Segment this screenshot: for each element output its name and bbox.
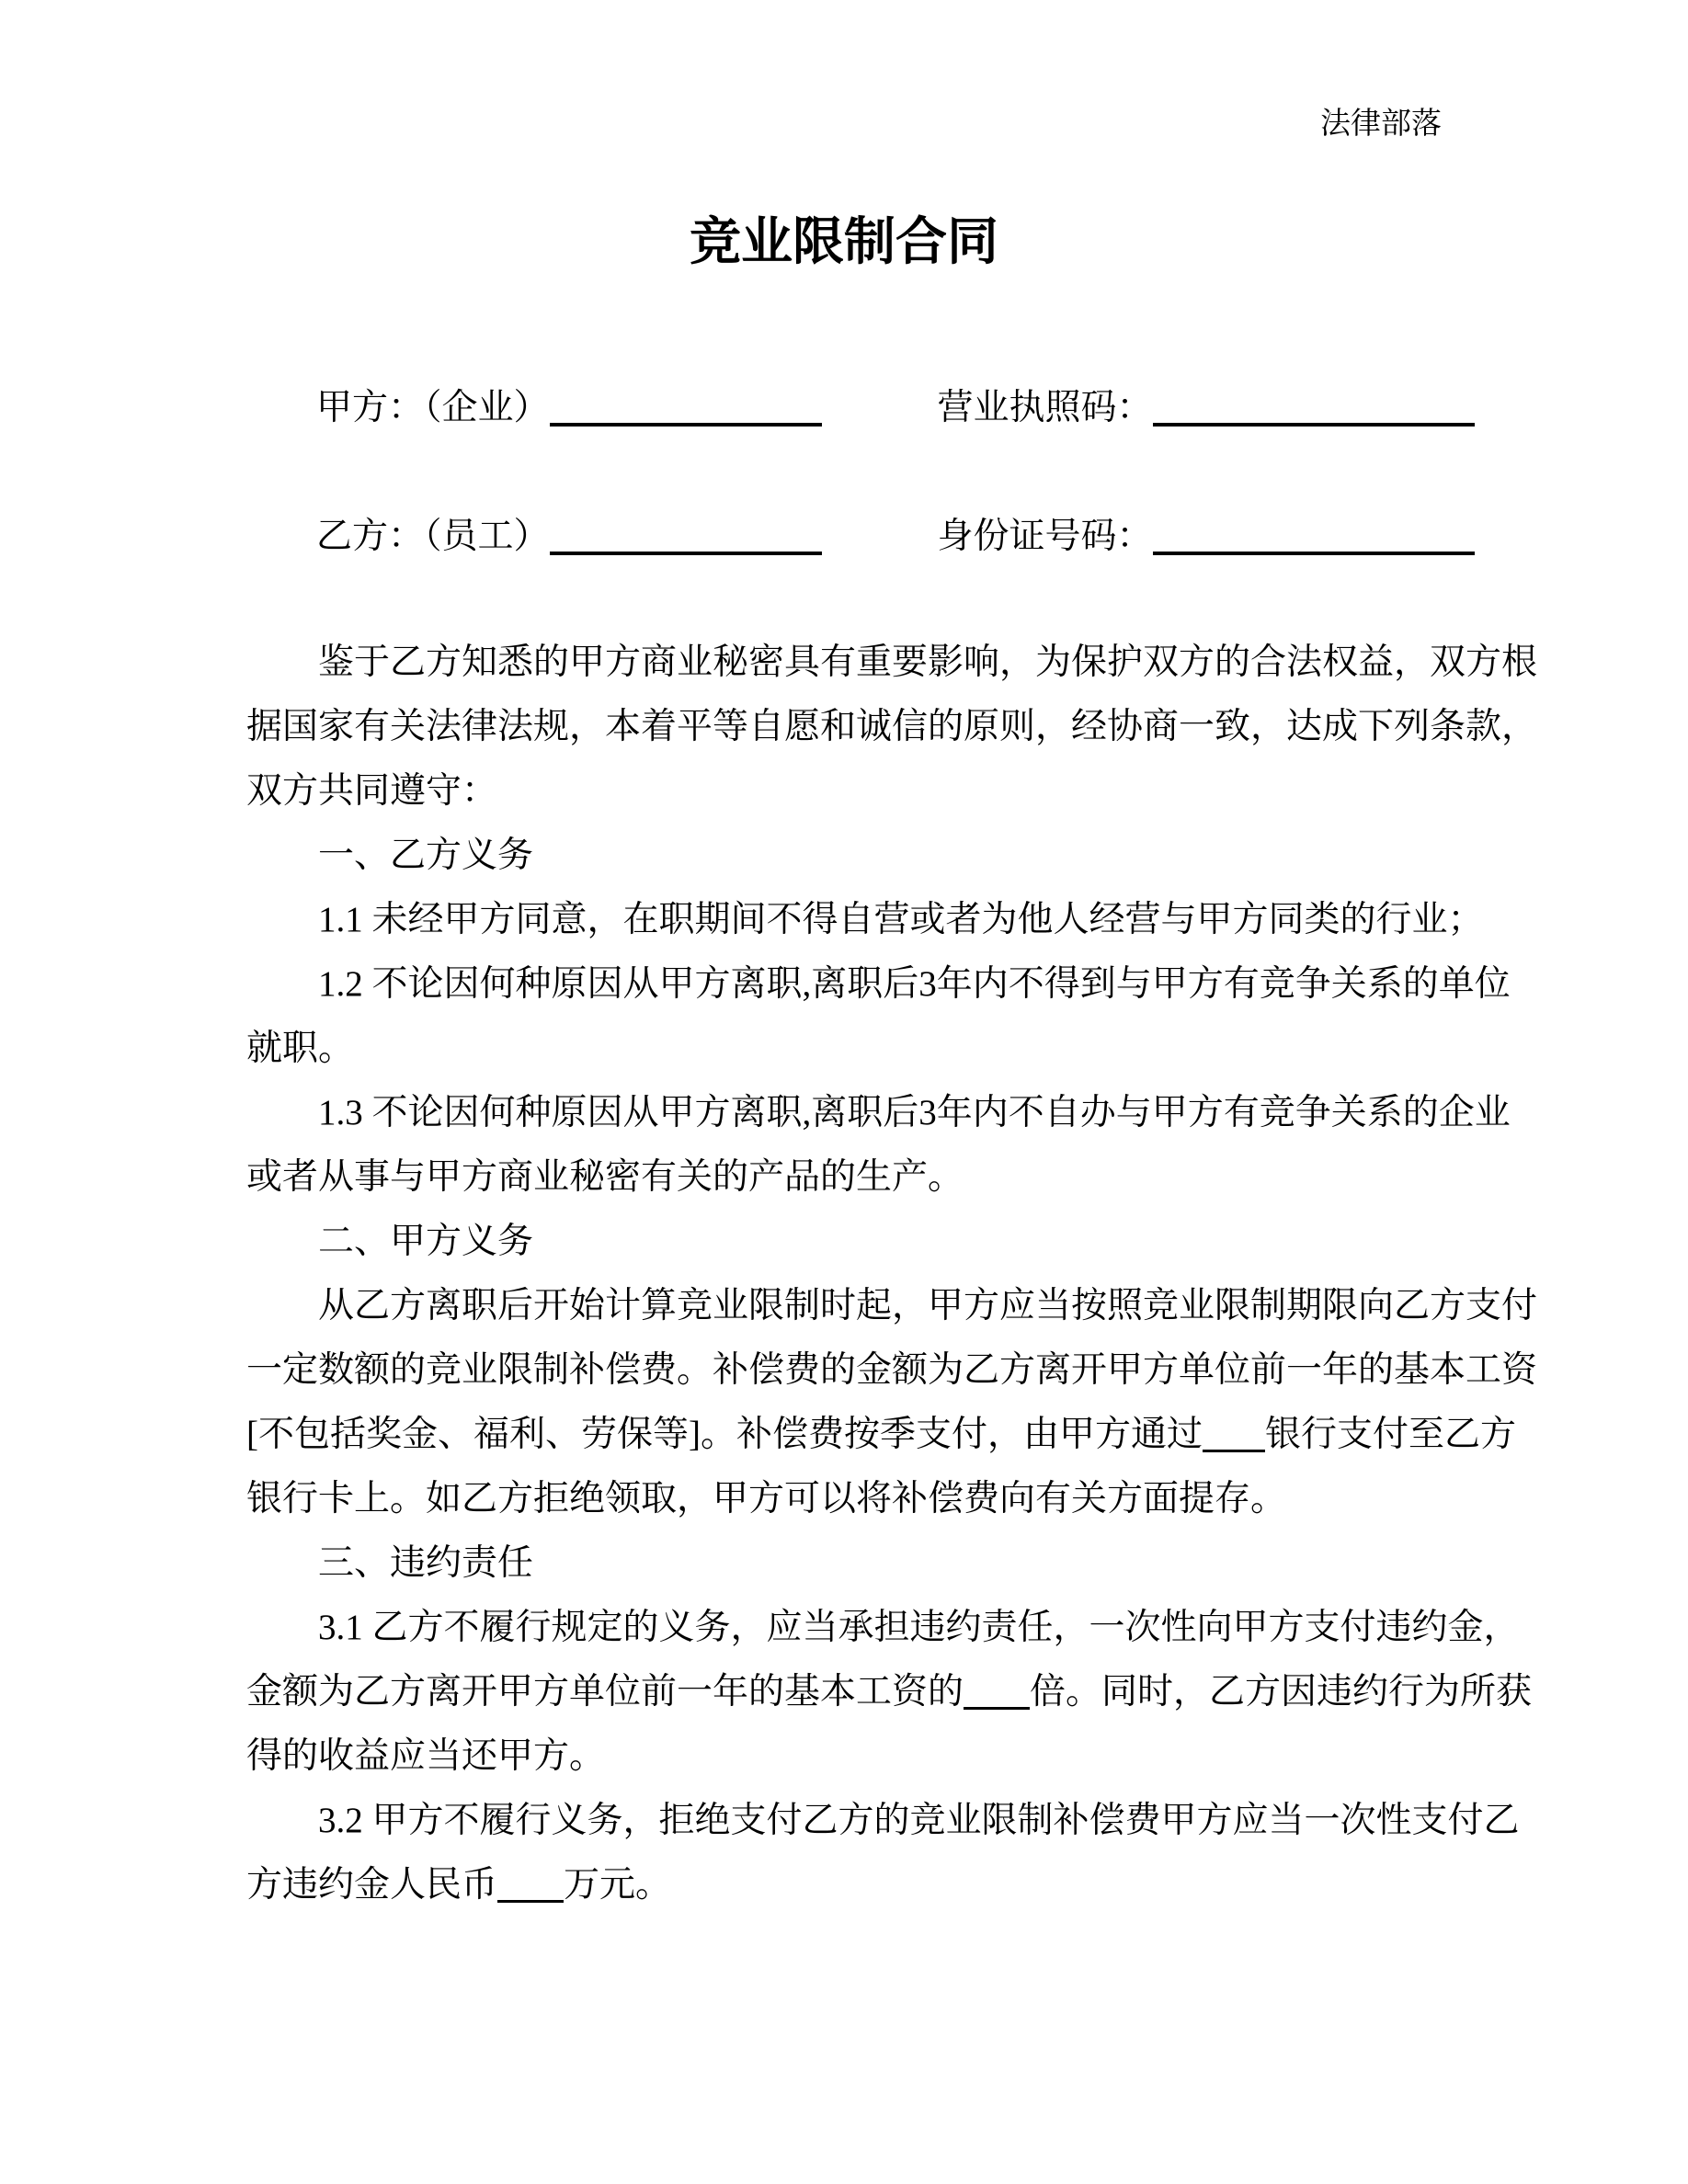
- contract-line: [246, 824, 1550, 888]
- contract-line: [246, 1210, 1550, 1274]
- contract-text: 1.1 未经甲方同意，在职期间不得自营或者为他人经营与甲方同类的行业；: [318, 900, 1484, 939]
- contract-line: [246, 1596, 1550, 1660]
- contract-body: [0, 631, 1688, 1917]
- watermark: 法律部落: [1320, 108, 1442, 141]
- id-number-blank: [1153, 547, 1475, 555]
- contract-line: [246, 695, 1550, 759]
- contract-text: 万元。: [564, 1865, 672, 1905]
- contract-line: [246, 1274, 1550, 1338]
- fill-in-blank: [497, 1896, 564, 1903]
- party-row-a: [316, 376, 1688, 440]
- contract-line: [246, 631, 1550, 695]
- fill-in-blank: [964, 1703, 1030, 1710]
- contract-line: [246, 1338, 1550, 1403]
- contract-line: [246, 888, 1550, 952]
- contract-text: 一定数额的竞业限制补偿费。补偿费的金额为乙方离开甲方单位前一年的基本工资: [246, 1350, 1538, 1390]
- contract-text: 金额为乙方离开甲方单位前一年的基本工资的: [246, 1672, 964, 1712]
- contract-text: [不包括奖金、福利、劳保等]。补偿费按季支付，由甲方通过: [246, 1415, 1203, 1454]
- contract-line: [246, 1660, 1550, 1724]
- party-b-label: 乙方：（员工）: [316, 517, 550, 556]
- contract-text: 据国家有关法律法规，本着平等自愿和诚信的原则，经协商一致，达成下列条款，: [246, 707, 1538, 746]
- party-info-section: [0, 376, 1688, 569]
- contract-line: [246, 1531, 1550, 1596]
- contract-line: [246, 952, 1550, 1017]
- contract-line: [246, 1017, 1550, 1081]
- contract-text: 银行卡上。如乙方拒绝领取，甲方可以将补偿费向有关方面提存。: [246, 1479, 1287, 1519]
- fill-in-blank: [1203, 1446, 1265, 1452]
- contract-text: 一、乙方义务: [318, 836, 534, 875]
- business-license-blank: [1153, 418, 1475, 427]
- contract-text: 得的收益应当还甲方。: [246, 1736, 606, 1776]
- party-row-b: [316, 505, 1688, 569]
- contract-text: 就职。: [246, 1029, 355, 1068]
- contract-text: 倍。同时，乙方因违约行为所获: [1030, 1672, 1533, 1712]
- contract-line: [246, 759, 1550, 824]
- contract-text: 从乙方离职后开始计算竞业限制时起，甲方应当按照竞业限制期限向乙方支付: [318, 1286, 1538, 1325]
- business-license-label: 营业执照码：: [937, 388, 1153, 427]
- contract-text: 二、甲方义务: [318, 1222, 534, 1261]
- contract-text: 1.2 不论因何种原因从甲方离职,离职后3年内不得到与甲方有竞争关系的单位: [318, 964, 1511, 1004]
- party-b-name-blank: [550, 547, 822, 555]
- contract-text: 鉴于乙方知悉的甲方商业秘密具有重要影响，为保护双方的合法权益，双方根: [318, 643, 1538, 682]
- contract-line: [246, 1789, 1550, 1853]
- party-a-label: 甲方：（企业）: [316, 388, 550, 427]
- contract-text: 三、违约责任: [318, 1543, 534, 1583]
- contract-text: 3.2 甲方不履行义务，拒绝支付乙方的竞业限制补偿费甲方应当一次性支付乙: [318, 1801, 1520, 1840]
- contract-line: [246, 1403, 1550, 1467]
- page-title: 竞业限制合同: [690, 214, 998, 271]
- contract-text: 双方共同遵守：: [246, 771, 498, 811]
- party-a-name-blank: [550, 418, 822, 427]
- contract-line: [246, 1467, 1550, 1531]
- contract-text: 1.3 不论因何种原因从甲方离职,离职后3年内不自办与甲方有竞争关系的企业: [318, 1093, 1511, 1132]
- contract-line: [246, 1724, 1550, 1789]
- contract-line: [246, 1853, 1550, 1917]
- contract-line: [246, 1081, 1550, 1145]
- contract-text: 银行支付至乙方: [1264, 1415, 1516, 1454]
- id-number-label: 身份证号码：: [937, 517, 1153, 556]
- contract-text: 或者从事与甲方商业秘密有关的产品的生产。: [246, 1157, 964, 1197]
- contract-text: 3.1 乙方不履行规定的义务，应当承担违约责任，一次性向甲方支付违约金，: [318, 1608, 1520, 1647]
- contract-line: [246, 1145, 1550, 1210]
- contract-text: 方违约金人民币: [246, 1865, 498, 1905]
